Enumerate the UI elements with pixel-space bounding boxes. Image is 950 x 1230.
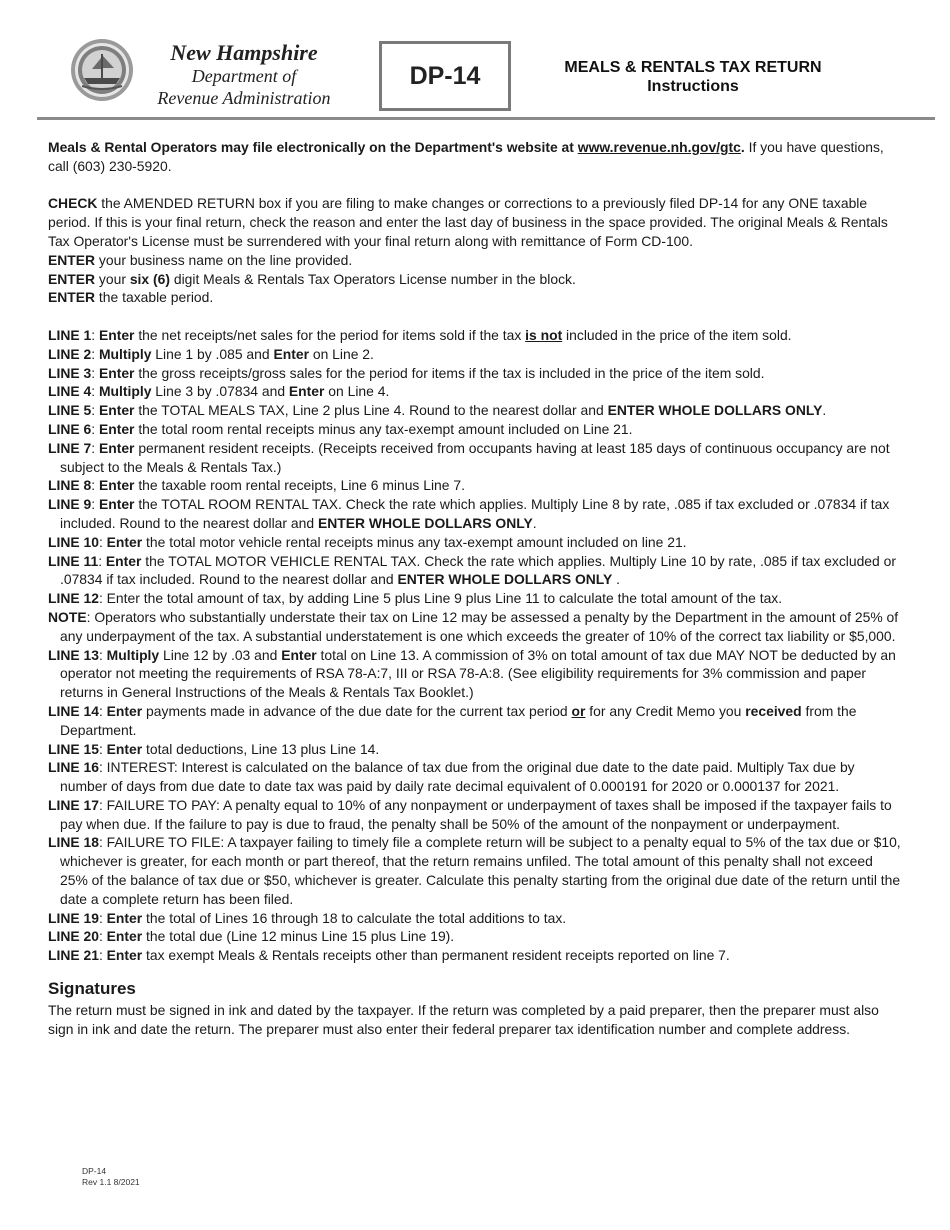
instruction-text: Enter the total amount of tax, by adding Line 5 plus Line 9 plus Line 11 to calculate the total amount of the tax. — [106, 590, 783, 607]
separator: : — [98, 533, 107, 550]
line-label: LINE 14 — [48, 702, 99, 719]
line-13-instruction — [48, 646, 903, 702]
separator: : — [98, 702, 107, 719]
keyword: Multiply — [98, 345, 152, 362]
separator: : — [86, 608, 95, 625]
instruction-text: included in the price of the item sold. — [562, 326, 792, 343]
keyword: Enter — [106, 909, 143, 926]
instruction-text: the TOTAL MEALS TAX, Line 2 plus Line 4. Round to the nearest dollar and — [134, 402, 608, 419]
keyword: Multiply — [106, 646, 160, 663]
separator: : — [98, 909, 107, 926]
instruction-text: Operators who substantially understate their tax on Line 12 may be assessed a penalty by the Department in the amount of 25% of any underpayment of the tax. A substantial understatement is one which exceeds the greater of 10% of the correct tax liability or $5,000. — [60, 608, 899, 644]
emphasis: ENTER WHOLE DOLLARS ONLY — [397, 571, 613, 588]
instruction-text: the total due (Line 12 minus Line 15 plus Line 19). — [142, 928, 455, 945]
keyword: Enter — [98, 496, 135, 513]
instruction-text: the taxable period. — [95, 289, 214, 306]
line-label: LINE 5 — [48, 402, 92, 419]
instruction-text: on Line 2. — [308, 345, 374, 362]
line-16-instruction — [48, 758, 903, 796]
separator: : — [98, 947, 107, 964]
signatures-text: The return must be signed in ink and dated by the taxpayer. If the return was completed by a paid preparer, then the preparer must also sign in ink and date the return. The preparer must also enter their federal preparer tax identification number and complete address. — [48, 1002, 879, 1037]
line-21-instruction — [48, 946, 903, 965]
line-label: LINE 12 — [48, 590, 99, 607]
keyword: Enter — [288, 383, 325, 400]
instruction-text: the total of Lines 16 through 18 to calculate the total additions to tax. — [142, 909, 567, 926]
keyword: Enter — [106, 702, 143, 719]
line-label: LINE 19 — [48, 909, 99, 926]
efile-notice — [48, 138, 903, 176]
keyword: ENTER — [48, 251, 96, 268]
separator: : — [98, 834, 107, 851]
line-4-instruction — [48, 382, 903, 401]
separator: : — [91, 439, 99, 456]
keyword: Enter — [98, 477, 135, 494]
keyword: Enter — [98, 402, 135, 419]
instruction-text: FAILURE TO FILE: A taxpayer failing to timely file a complete return will be subject to a penalty equal to 5% of the tax due or $10, whichever is greater, for each month or part thereof, that the return remains unfiled. The total amount of this penalty shall not exceed 25% of the balance of tax due or $50, whichever is greater. Calculate this penalty starting from the original due date of the return until the date a complete return has been filed. — [60, 834, 901, 907]
keyword: Enter — [105, 552, 142, 569]
line-label: LINE 3 — [48, 364, 92, 381]
line-label: LINE 9 — [48, 496, 92, 513]
efile-lead: Meals & Rental Operators may file electronically on the Department's website at — [48, 139, 578, 155]
emphasis: ENTER WHOLE DOLLARS ONLY — [317, 514, 533, 531]
line-label: LINE 10 — [48, 533, 99, 550]
line-7-instruction — [48, 439, 903, 477]
instruction-text: the TOTAL MOTOR VEHICLE RENTAL TAX. Check the rate which applies. Multiply Line 10 by rate, .085 if tax excluded or .07834 if tax included. Round to the nearest dollar and — [60, 552, 896, 588]
separator: : — [98, 928, 107, 945]
line-label: LINE 1 — [48, 326, 92, 343]
separator: : — [91, 477, 99, 494]
line-1-instruction — [48, 326, 903, 345]
line-10-instruction — [48, 533, 903, 552]
separator: : — [91, 402, 99, 419]
enter-taxable-period — [48, 288, 903, 307]
separator: : — [98, 740, 107, 757]
line-20-instruction — [48, 927, 903, 946]
separator: : — [98, 590, 107, 607]
emphasis: is not — [525, 326, 563, 343]
instruction-text: INTEREST: Interest is calculated on the balance of tax due from the original due date to the date paid. Multiply Tax due by number of days from due date to date tax was paid by daily rate decimal equivalent of 0.000191 for 2020 or 0.000137 for 2021. — [60, 759, 855, 795]
line-15-instruction — [48, 740, 903, 759]
keyword: Enter — [281, 646, 317, 663]
footer-revision: Rev 1.1 8/2021 — [82, 1176, 140, 1187]
line-label: LINE 17 — [48, 796, 99, 813]
line-14-instruction — [48, 702, 903, 740]
document-title — [540, 58, 846, 96]
keyword: Enter — [106, 947, 143, 964]
form-id-box — [379, 41, 511, 111]
title-main: MEALS & RENTALS TAX RETURN — [564, 59, 822, 76]
keyword: Enter — [106, 533, 143, 550]
separator: : — [91, 364, 99, 381]
line-label: LINE 11 — [48, 552, 99, 569]
instruction-text: Line 3 by .07834 and — [151, 383, 289, 400]
line-6-instruction — [48, 420, 903, 439]
instruction-text: your business name on the line provided. — [95, 251, 353, 268]
separator: : — [91, 345, 99, 362]
line-label: LINE 6 — [48, 420, 92, 437]
separator: : — [98, 646, 107, 663]
title-sub: Instructions — [647, 78, 739, 95]
instruction-text: payments made in advance of the due date for the current tax period — [142, 702, 572, 719]
keyword: Enter — [98, 420, 135, 437]
keyword: Enter — [106, 740, 143, 757]
emphasis: received — [745, 702, 802, 719]
line-3-instruction — [48, 364, 903, 383]
separator: : — [98, 796, 107, 813]
enter-business-name — [48, 251, 903, 270]
keyword: Multiply — [98, 383, 152, 400]
state-seal-icon — [70, 38, 134, 102]
separator: : — [91, 383, 99, 400]
keyword: ENTER — [48, 289, 96, 306]
keyword: Enter — [273, 345, 309, 362]
footer-form-id: DP-14 — [82, 1166, 107, 1176]
instruction-text: FAILURE TO PAY: A penalty equal to 10% of any nonpayment or underpayment of taxes shall be imposed if the taxpayer fails to pay when due. If the failure to pay is due to fraud, the penalty shall be 50% of the amount of the nonpayment or underpayment. — [60, 796, 892, 832]
instructions-body — [48, 138, 903, 1039]
agency-name — [138, 40, 350, 109]
efile-link[interactable]: www.revenue.nh.gov/gtc — [577, 139, 741, 155]
keyword: CHECK — [48, 195, 98, 212]
efile-contact: If you have questions, call (603) 230-5920. — [48, 139, 884, 174]
line-17-instruction — [48, 796, 903, 834]
page-header — [0, 0, 950, 122]
line-label: LINE 13 — [48, 646, 99, 663]
form-id: DP-14 — [409, 61, 481, 90]
keyword: ENTER — [48, 270, 96, 287]
emphasis: or — [571, 702, 586, 719]
keyword: Enter — [106, 928, 143, 945]
agency-state: New Hampshire — [170, 40, 318, 65]
line-18-instruction — [48, 833, 903, 908]
instruction-text: the total room rental receipts minus any tax-exempt amount included on Line 21. — [134, 420, 633, 437]
agency-dept: Department of — [191, 66, 297, 86]
enter-license-number — [48, 270, 903, 289]
instruction-text: your — [95, 270, 130, 287]
instruction-text: . — [532, 514, 537, 531]
line-8-instruction — [48, 476, 903, 495]
line-9-instruction — [48, 495, 903, 533]
line-label: LINE 15 — [48, 740, 99, 757]
instruction-text: permanent resident receipts. (Receipts received from occupants having at least 185 days of continuous occupancy are not subject to the Meals & Rentals Tax.) — [60, 439, 890, 475]
instruction-text: on Line 4. — [324, 383, 390, 400]
efile-period: . — [740, 139, 745, 155]
line-label: LINE 7 — [48, 439, 92, 456]
instruction-text: digit Meals & Rentals Tax Operators License number in the block. — [169, 270, 576, 287]
instruction-text: tax exempt Meals & Rentals receipts other than permanent resident receipts reported on line 7. — [142, 947, 730, 964]
keyword: Enter — [98, 364, 135, 381]
note-instruction — [48, 608, 903, 646]
line-label: LINE 18 — [48, 834, 99, 851]
instruction-text: . — [822, 402, 827, 419]
instruction-text: the TOTAL ROOM RENTAL TAX. Check the rate which applies. Multiply Line 8 by rate, .085 if tax excluded or .07834 if tax included. Round to the nearest dollar and — [60, 496, 890, 531]
line-11-instruction — [48, 552, 903, 590]
separator: : — [98, 552, 106, 569]
line-label: LINE 8 — [48, 477, 92, 494]
instruction-text: for any Credit Memo you — [585, 702, 746, 719]
separator: : — [91, 420, 99, 437]
instruction-text: from the Department. — [60, 702, 857, 738]
instruction-text: . — [612, 571, 620, 588]
separator: : — [98, 759, 107, 776]
signatures-heading: Signatures — [48, 979, 136, 999]
emphasis: six (6) — [129, 270, 170, 287]
keyword: Enter — [98, 439, 135, 456]
keyword: Enter — [98, 326, 135, 343]
line-2-instruction — [48, 345, 903, 364]
separator: : — [91, 496, 99, 513]
page-footer — [82, 1166, 140, 1187]
instruction-text: total deductions, Line 13 plus Line 14. — [142, 740, 380, 757]
line-5-instruction — [48, 401, 903, 420]
line-label: LINE 21 — [48, 947, 99, 964]
instruction-text: Line 12 by .03 and — [159, 646, 282, 663]
instruction-text: the gross receipts/gross sales for the period for items if the tax is included in the price of the item sold. — [134, 364, 765, 381]
separator: : — [91, 326, 99, 343]
line-label: LINE 2 — [48, 345, 92, 362]
instruction-text: total on Line 13. A commission of 3% on total amount of tax due MAY NOT be deducted by an operator not meeting the requirements of RSA 78-A:7, III or RSA 78-A:8. (See eligibility requirements for 3% commission and paper returns in General Instructions of the Meals & Rentals Tax Booklet.) — [60, 646, 896, 701]
line-label: LINE 20 — [48, 928, 99, 945]
instruction-text: the total motor vehicle rental receipts minus any tax-exempt amount included on line 21. — [142, 533, 687, 550]
line-label: LINE 16 — [48, 759, 99, 776]
header-divider — [37, 117, 935, 120]
instruction-text: Line 1 by .085 and — [151, 345, 274, 362]
agency-division: Revenue Administration — [157, 88, 331, 108]
check-instruction — [48, 194, 903, 250]
line-19-instruction — [48, 909, 903, 928]
line-label: NOTE — [48, 608, 87, 625]
line-12-instruction — [48, 589, 903, 608]
instruction-text: the AMENDED RETURN box if you are filing to make changes or corrections to a previously filed DP-14 for any ONE taxable period. If this is your final return, check the reason and enter the last day of business in the space provided. The original Meals & Rentals Tax Operator's License must be surrendered with your final return along with remittance of Form CD-100. — [48, 195, 888, 249]
line-label: LINE 4 — [48, 383, 92, 400]
emphasis: ENTER WHOLE DOLLARS ONLY — [607, 402, 823, 419]
instruction-text: the taxable room rental receipts, Line 6 minus Line 7. — [134, 477, 465, 494]
instruction-text: the net receipts/net sales for the period for items sold if the tax — [134, 326, 526, 343]
